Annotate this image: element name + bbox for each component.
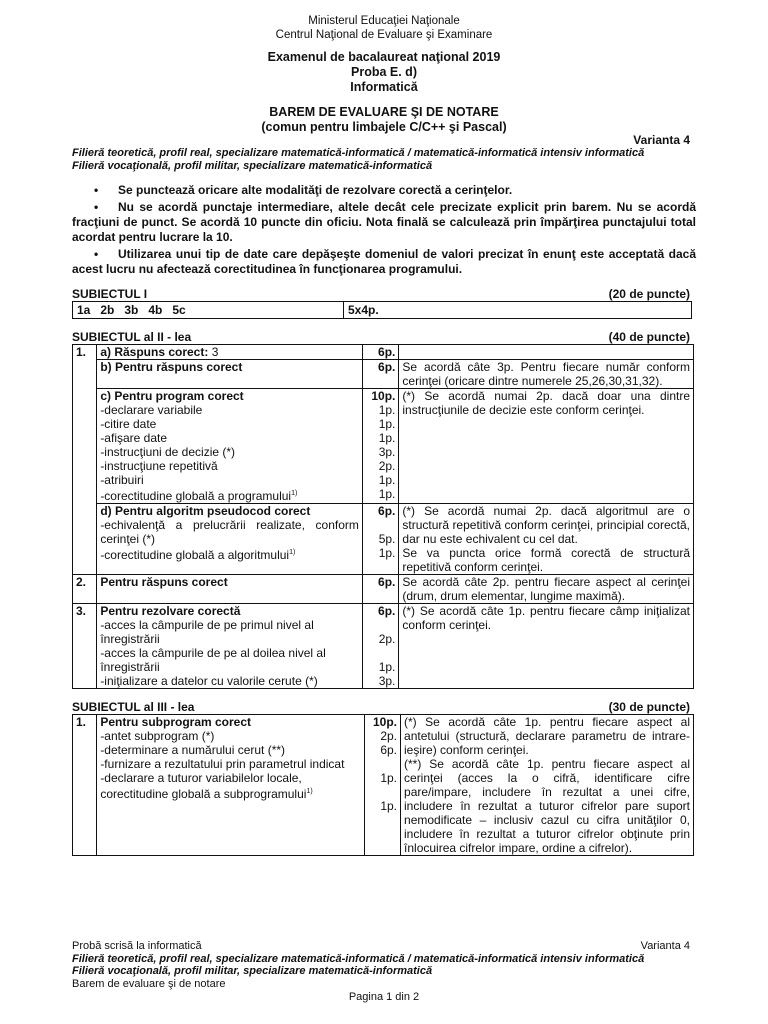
exam-titles [0,50,768,95]
table-row [73,575,694,604]
observation-1b: Se acordă câte 3p. Pentru fiecare număr conform cerinţei (oricare dintre numerele 25,26,30,31,32). [399,360,694,389]
points-1b: 6p. [362,360,398,389]
footer-proba: Probă scrisă la informatică [72,940,202,952]
page-footer [72,940,690,990]
page-number: Pagina 1 din 2 [348,991,420,1003]
subiect-3-table [72,714,694,856]
item-number: 3. [73,604,97,689]
instructions-list [72,183,696,279]
table-row [73,715,694,856]
table-row [73,504,694,575]
item-number: 1. [73,715,97,856]
observation-1c: (*) Se acordă numai 2p. dacă doar una dintre instrucţiunile de decizie este conform cerinţei. [399,389,694,504]
subiect-3-title: SUBIECTUL al III - lea [72,700,195,714]
points-1c: 10p. 1p. 1p. 1p. 3p. 2p. 1p. 1p. [362,389,398,504]
table-row [73,604,694,689]
center-name: Centrul Naţional de Evaluare şi Examinare [275,29,493,41]
observation-1a [399,345,694,360]
subiect-1-title: SUBIECTUL I [72,287,148,301]
subiect-3-heading [72,700,690,714]
ministry-header [0,14,768,42]
barem-titles [0,105,768,135]
instruction-item: • Se punctează oricare alte modalităţi de rezolvare corectă a cerinţelor. [72,183,696,198]
subiect-1-points: (20 de puncte) [608,287,690,301]
footer-filiera-1: Filieră teoretică, profil real, specializare matematică-informatică / matematică-informatică intensiv informatică [72,952,645,965]
exam-title: Examenul de bacalaureat naţional 2019 [267,50,501,64]
criterion-1c: c) Pentru program corect -declarare variabile -citire date -afişare date -instrucţiuni de decizie (*) -instrucţiune repetitivă -atribuiri -corectitudine globală a programului$^{1)}$ [97,389,363,504]
table-row [73,389,694,504]
ministry-name: Ministerul Educaţiei Naţionale [308,15,460,27]
criterion-3-1: Pentru subprogram corect -antet subprogram (*) -determinare a numărului cerut (**) -furnizare a rezultatului prin parametrul indicat -declarare a tuturor variabilelor locale, corectitudine globală a subprogramului$^{1)}$ [97,715,364,856]
subiect-2-table [72,344,694,689]
observation-3: (*) Se acordă câte 1p. pentru fiecare câmp iniţializat conform cerinţei. [399,604,694,689]
subiect-2-title: SUBIECTUL al II - lea [72,330,192,344]
subiect-1-heading [72,287,690,301]
points-1a: 6p. [362,345,398,360]
bullet-icon: • [94,247,99,261]
table-row [73,360,694,389]
subiect-3-points: (30 de puncte) [608,700,690,714]
criterion-1d: d) Pentru algoritm pseudocod corect -echivalenţă a prelucrării realizate, conform cerinţei (*) -corectitudine globală a algoritmului$^{1)}$ [97,504,363,575]
points-3-1: 10p. 2p. 6p. 1p. 1p. [364,715,400,856]
criterion-1a: a) Răspuns corect: 3 [97,345,363,360]
item-number: 2. [73,575,97,604]
footer-barem: Barem de evaluare şi de notare [72,977,226,990]
criterion-3: Pentru rezolvare corectă -acces la câmpurile de pe primul nivel al înregistrării -acces la câmpurile de pe al doilea nivel al înregistrării -iniţializare a datelor cu valorile cerute (*) [97,604,363,689]
proba-title: Proba E. d) [351,65,417,79]
subiect-2-points: (40 de puncte) [608,330,690,344]
barem-subtitle: (comun pentru limbajele C/C++ şi Pascal) [261,120,507,134]
instruction-item: • Utilizarea unui tip de date care depăşeşte domeniul de valori precizat în enunţ este acceptată dacă acest lucru nu afectează corectitudinea în funcţionarea programului. [72,247,696,276]
filiera-line-2: Filieră vocaţională, profil militar, specializare matematică-informatică [72,159,433,172]
varianta-label: Varianta 4 [633,133,690,147]
instruction-item: • Nu se acordă punctaje intermediare, altele decât cele precizate explicit prin barem. Nu se acordă fracţiuni de punct. Se acordă 10 puncte din oficiu. Nota finală se calculează prin împărţirea punctajului total acordat pentru lucrare la 10. [72,200,696,244]
observation-1d: (*) Se acordă numai 2p. dacă algoritmul are o structură repetitivă conform cerinţei, principial corectă, dar nu este echivalent cu cel dat. Se va puncta orice formă corectă de structură repetitivă conform cerinţei. [399,504,694,575]
criterion-1b: b) Pentru răspuns corect [97,360,363,389]
footer-varianta: Varianta 4 [640,940,690,952]
subiect-1-table [72,301,692,319]
subiect-2-heading [72,330,690,344]
bullet-icon: • [94,183,99,197]
subject-title: Informatică [350,80,418,94]
item-number: 1. [73,345,97,575]
filiera-line-1: Filieră teoretică, profil real, specializare matematică-informatică / matematică-informatică intensiv informatică [72,147,645,159]
table-row [73,302,692,319]
observation-3-1: (*) Se acordă câte 1p. pentru fiecare aspect al antetului (structură, declarare parametru de intrare-ieşire) conform cerinţei. (**) Se acordă câte 1p. pentru fiecare aspect al cerinţei (acces la o cifră, identificare cifre pare/impare, includere în rezultat a unei cifre, includere în rezultat a tuturor cifrelor pare suport nemodificate – inclusiv cazul cu cifra unităţilor 0, includere în rezultat a tuturor cifrelor obţinute prin înlocuirea cifrelor impare, ordine a cifrelor). [401,715,694,856]
filiera-block [72,147,644,172]
points-3: 6p. 2p. 1p. 3p. [362,604,398,689]
points-2: 6p. [362,575,398,604]
table-row [73,345,694,360]
bullet-icon: • [94,200,99,214]
subiect-1-score: 5x4p. [344,302,692,319]
criterion-2: Pentru răspuns corect [97,575,363,604]
answer-value: 3 [211,345,219,359]
observation-2: Se acordă câte 2p. pentru fiecare aspect al cerinţei (drum, drum elementar, lungime maximă). [399,575,694,604]
barem-title: BAREM DE EVALUARE ŞI DE NOTARE [269,105,499,119]
footer-filiera-2: Filieră vocaţională, profil militar, specializare matematică-informatică [72,965,433,977]
subiect-1-answers: 1a 2b 3b 4b 5c [73,302,344,319]
points-1d: 6p. 5p. 1p. [362,504,398,575]
